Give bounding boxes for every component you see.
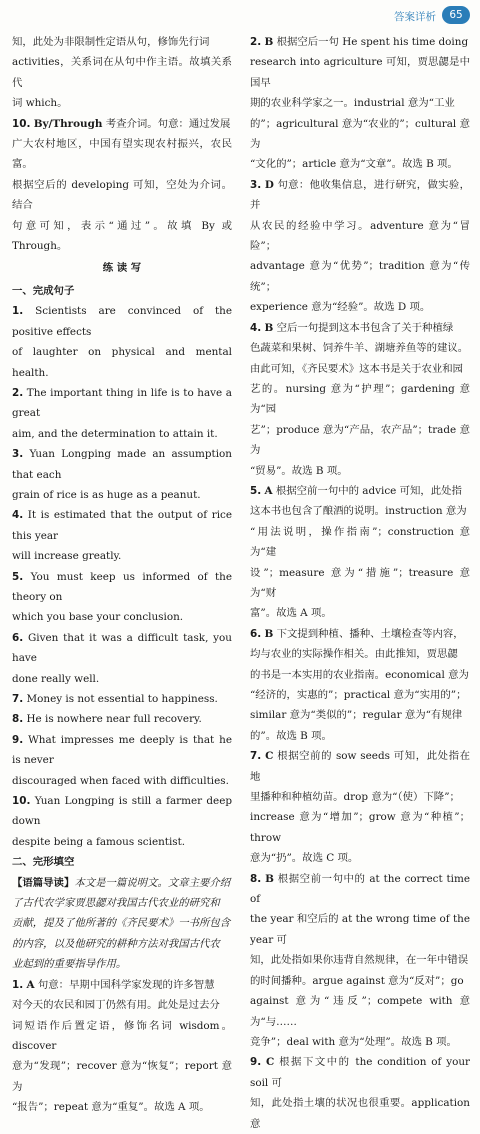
sentence-text: which you base your conclusion.	[12, 611, 184, 624]
text-line: 均与农业的实际操作相关。由此推知，贾思勰	[250, 648, 458, 661]
sentence-text: Given that it was a difficult task, you have	[12, 631, 232, 665]
item-number: 1.	[12, 305, 24, 318]
item-number: 3.	[12, 448, 24, 461]
sentence-text: aim, and the determination to attain it.	[12, 427, 218, 440]
answer-item-4	[250, 318, 470, 338]
text-line: experience 意为“经验”。故选 D 项。	[250, 301, 431, 314]
item-number: 5.	[250, 484, 262, 497]
sentence-text: Money is not essential to happiness.	[26, 693, 218, 705]
page-header	[0, 0, 480, 26]
text-line: 考查介词。句意：通过发展	[102, 117, 231, 130]
text-line: activities，关系词在从句中作主语。故填关系代	[12, 56, 232, 89]
sentence-text: It is estimated that the output of rice this year	[12, 509, 232, 542]
sentence-item	[12, 444, 232, 485]
text-line: “经济的，实惠的”；practical 意为“实用的”；	[250, 689, 467, 701]
guide-text: 本文是一篇说明文。文章主要介绍	[74, 876, 231, 889]
item-number: 8.	[250, 872, 262, 885]
text-line: 从农民的经验中学习。adventure 意为“冒险”；	[250, 219, 470, 253]
text-line: 的”；agricultural 意为“农业的”；cultural 意为	[250, 117, 470, 151]
text-line: against 意为“违反”；compete with 意为“与……	[250, 995, 470, 1028]
text-line: increase 意为“增加”；grow 意为“种植”；throw	[250, 811, 470, 844]
answer-key: A	[26, 978, 35, 991]
text-line: 下文提到种植、播种、土壤检查等内容，	[273, 627, 464, 640]
left-column	[12, 32, 232, 1118]
sentence-text: The important thing in life is to have a great	[12, 386, 232, 420]
text-line: 根据空后一句 He spent his time doing	[273, 36, 469, 48]
text-line: 富”。故选 A 项。	[250, 607, 332, 620]
text-line: research into agriculture 可知，贾思勰是中国早	[250, 56, 470, 89]
right-column	[250, 32, 470, 1134]
sentence-text: despite being a famous scientist.	[12, 835, 186, 848]
item-number: 2.	[250, 36, 262, 48]
sentence-text: What impresses me deeply is that he is never	[12, 733, 232, 767]
item-number: 4.	[12, 509, 24, 522]
answer-key: B	[264, 36, 274, 48]
sentence-text: You must keep us informed of the theory on	[12, 570, 232, 603]
answer-item-6	[250, 624, 470, 644]
sentence-item	[12, 689, 232, 709]
text-line: 根据空前的 sow seeds 可知，此处指在地	[250, 750, 470, 783]
text-line: 词 which。	[12, 97, 68, 110]
sentence-text: He is nowhere near full recovery.	[26, 713, 202, 726]
text-line: “报告”；repeat 意为“重复”。故选 A 项。	[12, 1101, 210, 1114]
answer-item-10	[12, 114, 232, 134]
item-number: 3.	[250, 178, 262, 191]
answer-item-1	[12, 975, 232, 995]
item-number: 7.	[12, 693, 24, 705]
text-line: the year 和空后的 at the wrong time of the year 可	[250, 913, 470, 946]
sentence-text: of laughter on physical and mental health.	[12, 346, 232, 379]
text-line: 句意可知，表示“通过”。故填 By 或 Through。	[12, 219, 232, 253]
section-heading-2: 二、完形填空	[12, 856, 75, 869]
guide-line	[12, 873, 232, 893]
sentence-text: done really well.	[12, 672, 100, 685]
text-line: 空后一句提到这本书包含了关于种植绿	[273, 321, 454, 334]
sentence-text: Yuan Longping is still a farmer deep down	[12, 795, 233, 828]
item-number: 10.	[12, 117, 31, 130]
text-line: 的时间播种。argue against 意为“反对”；go	[250, 974, 464, 987]
text-line: 艺的。nursing 意为“护理”；gardening 意为“园	[250, 382, 470, 416]
reading-guide	[12, 873, 232, 975]
answer-item-7	[250, 746, 470, 787]
sentence-item	[12, 628, 232, 669]
text-line: 根据空后的 developing 可知，空处为介词。结合	[12, 178, 232, 212]
text-line: 由此可知，《齐民要术》这本书是关于农业和园	[250, 362, 464, 375]
text-line: 里播种和种植幼苗。drop 意为“（使）下降”；	[250, 791, 460, 804]
sentence-item	[12, 505, 232, 546]
guide-line: 贡献，提及了他所著的《齐民要术》一书所包含	[12, 917, 231, 930]
sentence-item	[12, 301, 232, 342]
text-line: 期的农业科学家之一。industrial 意为“工业	[250, 97, 455, 110]
guide-line: 了古代农学家贾思勰对我国古代农业的研究和	[12, 897, 220, 910]
text-line: 句意：他收集信息，进行研究，做实验，并	[250, 178, 470, 212]
answer-item-8	[250, 869, 470, 910]
sentence-item	[12, 709, 232, 729]
sentence-item	[12, 567, 232, 608]
sentence-text: Scientists are convinced of the positive effects	[12, 305, 232, 338]
text-line: 意为“扔”。故选 C 项。	[250, 852, 359, 865]
practice-heading: 练 读 写	[102, 262, 142, 275]
section-label: 答案详析	[394, 11, 436, 23]
item-number: 9.	[250, 1056, 262, 1069]
answer-item-5	[250, 481, 470, 501]
guide-title: 【语篇导读】	[12, 876, 75, 889]
item-number: 6.	[12, 631, 24, 644]
page-number-badge: 65	[442, 6, 470, 24]
item-number: 7.	[250, 750, 262, 763]
item-number: 9.	[12, 733, 24, 746]
sentence-item	[12, 383, 232, 424]
text-line: 根据空前一句中的 at the correct time of	[250, 872, 470, 906]
text-line: 根据空前一句中的 advice 可知，此处指	[272, 484, 462, 497]
answer-key: A	[264, 484, 273, 497]
text-line: 色蔬菜和果树、饲养牛羊、湖塘养鱼等的建议。	[250, 342, 469, 355]
text-line: 句意：早期中国科学家发现的许多智慧	[34, 978, 215, 991]
answer-key: C	[266, 1056, 275, 1069]
answer-key: D	[264, 178, 274, 191]
item-number: 2.	[12, 386, 24, 399]
answer-key: C	[265, 750, 274, 763]
sentence-list	[12, 301, 232, 852]
item-number: 5.	[12, 570, 24, 583]
sentence-text: Yuan Longping made an assumption that each	[12, 448, 232, 481]
text-line: 广大农村地区，中国有望实现农村振兴，农民富。	[12, 138, 232, 171]
text-line: 竞争”；deal with 意为“处理”。故选 B 项。	[250, 1035, 457, 1048]
text-line: 知，此处指土壤的状况也很重要。application 意	[250, 1097, 470, 1130]
item-number: 8.	[12, 713, 24, 726]
item-number: 10.	[12, 795, 31, 808]
answer-item-3	[250, 175, 470, 216]
text-line: 的书是一本实用的农业指南。economical 意为	[250, 668, 469, 681]
answer-key: By/Through	[33, 117, 103, 130]
text-line: 的”。故选 B 项。	[250, 729, 332, 742]
answer-key: B	[264, 627, 274, 640]
text-line: 这本书也包含了酿酒的说明。instruction 意为	[250, 505, 467, 518]
answer-item-2	[250, 32, 470, 52]
text-line: 设”；measure 意为“措施”；treasure 意为“财	[250, 566, 470, 599]
text-line: 根据下文中的 the condition of your soil 可	[250, 1056, 470, 1089]
text-line: 对今天的农民和园丁仍然有用。此处是过去分	[12, 999, 220, 1012]
sentence-item	[12, 791, 232, 832]
text-line: 词短语作后置定语，修饰名词 wisdom。discover	[12, 1019, 232, 1052]
text-line: 意为“发现”；recover 意为“恢复”；report 意为	[12, 1060, 232, 1093]
text-line: “文化的”；article 意为“文章”。故选 B 项。	[250, 158, 458, 171]
item-number: 4.	[250, 321, 262, 334]
text-line: 知，此处为非限制性定语从句，修饰先行词	[12, 36, 210, 48]
text-line: “用法说明，操作指南”；construction 意为“建	[250, 525, 470, 559]
text-line: similar 意为“类似的”；regular 意为“有规律	[250, 709, 463, 722]
sentence-item	[12, 730, 232, 771]
text-line: advantage 意为“优势”；tradition 意为“传统”；	[250, 260, 470, 293]
sentence-text: will increase greatly.	[12, 550, 122, 563]
sentence-text: grain of rice is as huge as a peanut.	[12, 488, 201, 501]
item-number: 6.	[250, 627, 262, 640]
item-number: 1.	[12, 978, 24, 991]
answer-key: B	[265, 872, 274, 885]
text-line: 知，此处指如果你违背自然规律，在一年中错误	[250, 954, 469, 967]
section-heading-1: 一、完成句子	[12, 284, 75, 297]
guide-line: 的内容，以及他研究的耕种方法对我国古代农	[12, 937, 220, 950]
text-line: “贸易”。故选 B 项。	[250, 464, 348, 477]
answer-key: B	[264, 321, 274, 334]
answer-item-9	[250, 1052, 470, 1093]
sentence-text: discouraged when faced with difficulties.	[12, 774, 229, 787]
guide-line: 业起到的重要指导作用。	[12, 958, 127, 971]
text-line: 艺”；produce 意为“产品，农产品”；trade 意为	[250, 423, 470, 457]
